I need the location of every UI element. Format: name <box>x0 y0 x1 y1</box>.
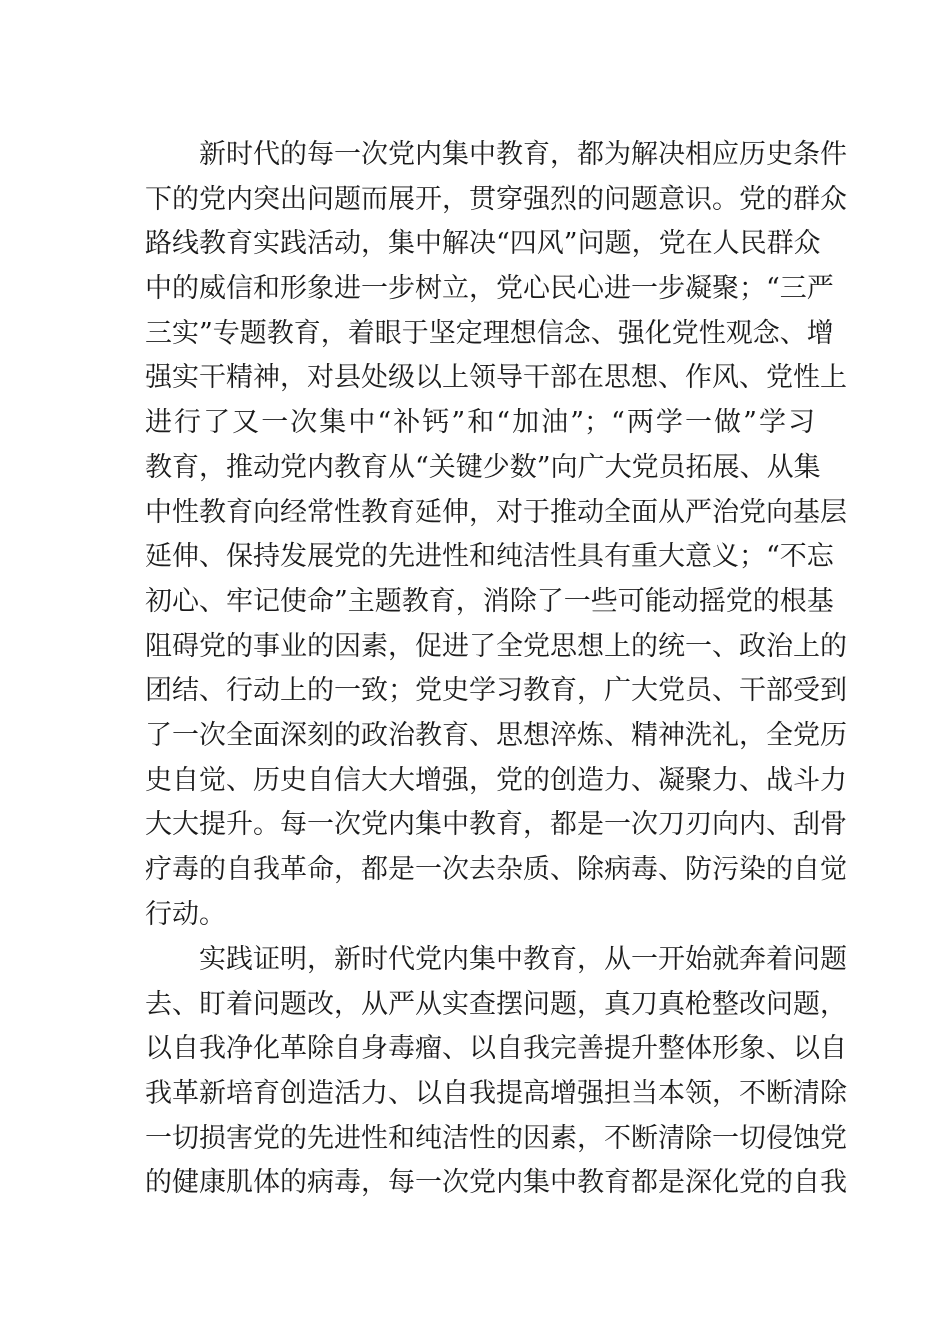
paragraph-line: 大大提升。每一次党内集中教育，都是一次刀刃向内、刮骨 <box>145 809 847 841</box>
paragraph-line: 强实干精神，对县处级以上领导干部在思想、作风、党性上 <box>145 362 847 394</box>
paragraph-line: 初心、牢记使命”主题教育，消除了一些可能动摇党的根基 <box>145 585 834 617</box>
paragraph-line: 教育，推动党内教育从“关键少数”向广大党员拓展、从集 <box>145 451 821 483</box>
paragraph-line: 三实”专题教育，着眼于坚定理想信念、强化党性观念、增 <box>145 317 834 349</box>
paragraph-line: 疗毒的自我革命，都是一次去杂质、除病毒、防污染的自觉 <box>145 854 847 885</box>
paragraph-line: 中的威信和形象进一步树立，党心民心进一步凝聚；“三严 <box>145 273 834 305</box>
paragraph-line: 了一次全面深刻的政治教育、思想淬炼、精神洗礼，全党历 <box>145 719 847 751</box>
paragraph-line: 新时代的每一次党内集中教育，都为解决相应历史条件 <box>199 139 847 170</box>
paragraph-line: 进行了又一次集中“补钙”和“加油”；“两学一做”学习 <box>145 407 815 439</box>
paragraph-line: 延伸、保持发展党的先进性和纯洁性具有重大意义；“不忘 <box>145 541 834 573</box>
paragraph-line: 行动。 <box>145 898 226 930</box>
paragraph-line: 阻碍党的事业的因素，促进了全党思想上的统一、政治上的 <box>145 630 847 662</box>
paragraph-line: 下的党内突出问题而展开，贯穿强烈的问题意识。党的群众 <box>145 183 847 215</box>
paragraph-line: 去、盯着问题改，从严从实查摆问题，真刀真枪整改问题， <box>145 988 847 1020</box>
paragraph-line: 一切损害党的先进性和纯洁性的因素，不断清除一切侵蚀党 <box>145 1122 847 1154</box>
paragraph-line: 的健康肌体的病毒，每一次党内集中教育都是深化党的自我 <box>145 1167 847 1199</box>
paragraph-2 <box>145 938 847 1206</box>
paragraph-line: 实践证明，新时代党内集中教育，从一开始就奔着问题 <box>199 944 847 975</box>
paragraph-1 <box>145 133 847 937</box>
paragraph-line: 我革新培育创造活力、以自我提高增强担当本领，不断清除 <box>145 1078 847 1110</box>
paragraph-line: 路线教育实践活动，集中解决“四风”问题，党在人民群众 <box>145 228 821 260</box>
paragraph-line: 中性教育向经常性教育延伸，对于推动全面从严治党向基层 <box>145 496 847 528</box>
paragraph-line: 以自我净化革除自身毒瘤、以自我完善提升整体形象、以自 <box>145 1033 847 1065</box>
paragraph-line: 团结、行动上的一致；党史学习教育，广大党员、干部受到 <box>145 675 847 707</box>
paragraph-line: 史自觉、历史自信大大增强，党的创造力、凝聚力、战斗力 <box>145 764 847 796</box>
